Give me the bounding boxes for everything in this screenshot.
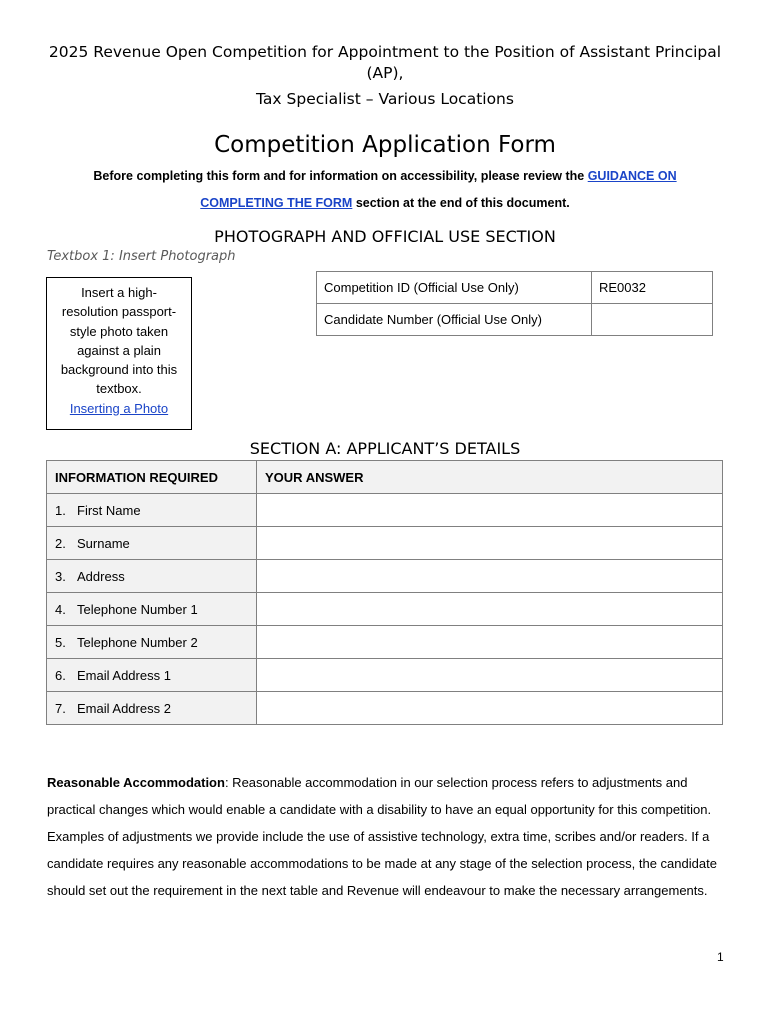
answer-surname[interactable] (257, 527, 723, 560)
table-row (47, 692, 723, 725)
column-header-information: INFORMATION REQUIRED (47, 461, 257, 494)
guidance-link[interactable]: GUIDANCE ON COMPLETING THE FORM (200, 169, 677, 210)
textbox-label: Textbox 1: Insert Photograph (47, 249, 236, 264)
section-a-heading: SECTION A: APPLICANT’S DETAILS (249, 439, 521, 458)
table-row (47, 659, 723, 692)
official-label: Candidate Number (Official Use Only) (317, 304, 592, 336)
question-cell (47, 527, 257, 560)
question-number: 6. (55, 667, 66, 683)
candidate-number-value (592, 304, 713, 336)
question-label: Address (77, 568, 125, 584)
photo-section-heading: PHOTOGRAPH AND OFFICIAL USE SECTION (214, 227, 556, 246)
official-label: Competition ID (Official Use Only) (317, 272, 592, 304)
question-cell (47, 692, 257, 725)
answer-first-name[interactable] (257, 494, 723, 527)
question-number: 4. (55, 601, 66, 617)
table-row (47, 560, 723, 593)
question-cell (47, 626, 257, 659)
question-label: Telephone Number 1 (77, 601, 198, 617)
question-cell (47, 494, 257, 527)
question-number: 1. (55, 502, 66, 518)
question-cell (47, 593, 257, 626)
question-number: 7. (55, 700, 66, 716)
document-subtitle: Tax Specialist – Various Locations (256, 90, 514, 108)
answer-email-2[interactable] (257, 692, 723, 725)
question-label: Telephone Number 2 (77, 634, 198, 650)
answer-email-1[interactable] (257, 659, 723, 692)
intro-paragraph (50, 163, 720, 217)
question-number: 5. (55, 634, 66, 650)
competition-id-value: RE0032 (592, 272, 713, 304)
answer-telephone-2[interactable] (257, 626, 723, 659)
table-row (47, 494, 723, 527)
intro-prefix: Before completing this form and for information on accessibility, please review the (93, 169, 588, 183)
answer-telephone-1[interactable] (257, 593, 723, 626)
question-cell (47, 659, 257, 692)
question-label: First Name (77, 502, 141, 518)
official-row-candidate-number (317, 304, 713, 336)
photo-instructions (53, 283, 185, 418)
question-label: Surname (77, 535, 130, 551)
form-title: Competition Application Form (214, 132, 556, 158)
question-cell (47, 560, 257, 593)
photo-instructions-text: Insert a high-resolution passport-style photo taken against a plain background into this textbox. (60, 285, 178, 397)
table-row (47, 626, 723, 659)
question-number: 2. (55, 535, 66, 551)
official-use-table (316, 271, 713, 336)
page-number: 1 (717, 950, 724, 964)
accommodation-text: : Reasonable accommodation in our selection process refers to adjustments and practical changes which would enable a candidate with a disability to have an equal opportunity for this competition. Examples of adjustments we provide include the use of assistive technology, extra time, scribes and/or readers. If a candidate requires any reasonable accommodations to be made at any stage of the selection process, the candidate should set out the requirement in the next table and Revenue will endeavour to make the necessary arrangements. (47, 775, 717, 898)
reasonable-accommodation-paragraph (47, 769, 737, 904)
document-title: 2025 Revenue Open Competition for Appointment to the Position of Assistant Principal (AP), (48, 43, 722, 82)
table-header-row (47, 461, 723, 494)
inserting-photo-link[interactable]: Inserting a Photo (69, 400, 169, 416)
official-row-competition-id (317, 272, 713, 304)
photo-textbox[interactable] (46, 277, 192, 430)
answer-address[interactable] (257, 560, 723, 593)
question-label: Email Address 1 (77, 667, 171, 683)
question-number: 3. (55, 568, 66, 584)
table-row (47, 593, 723, 626)
table-row (47, 527, 723, 560)
question-label: Email Address 2 (77, 700, 171, 716)
column-header-answer: YOUR ANSWER (257, 461, 723, 494)
intro-suffix: section at the end of this document. (352, 196, 570, 210)
accommodation-heading: Reasonable Accommodation (47, 775, 225, 790)
applicant-details-table (46, 460, 723, 725)
